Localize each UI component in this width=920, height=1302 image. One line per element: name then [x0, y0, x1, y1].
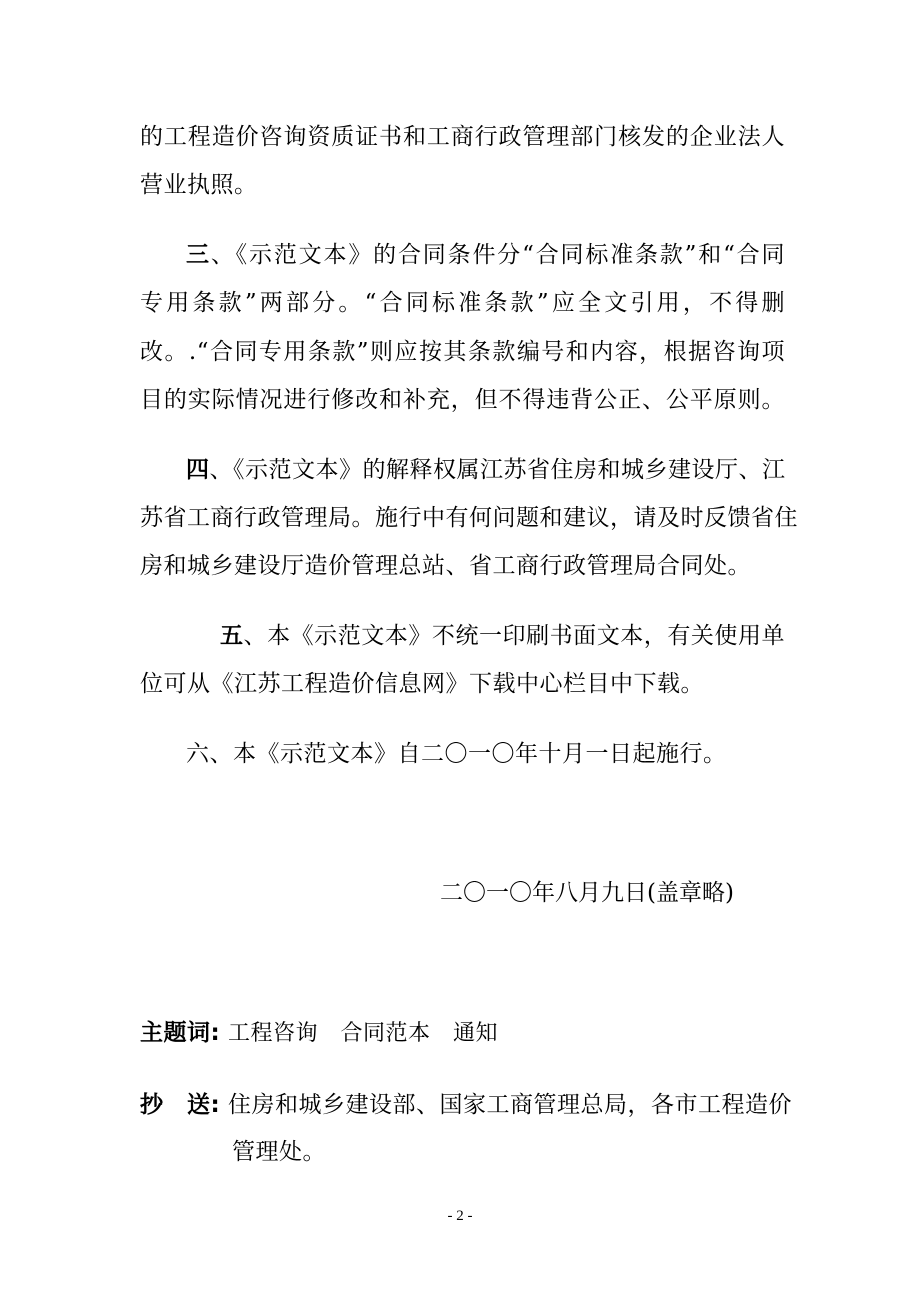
- cc-line-1: 住房和城乡建设部、国家工商管理总局，各市工程造价: [228, 1092, 793, 1118]
- paragraph-4-line-1-text: 、《示范文本》的解释权属江苏省住房和城乡建设厅、江: [209, 457, 786, 483]
- paragraph-4-line-1: [186, 455, 785, 485]
- paragraph-3-line-4: 目的实际情况进行修改和补充，但不得违背公正、公平原则。: [140, 387, 785, 413]
- keywords-label: 主题词:: [140, 1020, 221, 1046]
- paragraph-3-line-1: [186, 240, 785, 270]
- paragraph-2-line-1: 的工程造价咨询资质证书和工商行政管理部门核发的企业法人: [140, 124, 785, 150]
- paragraph-5-line-1: [220, 621, 785, 651]
- keywords-row: [140, 1018, 785, 1049]
- paragraph-4-number: 四: [186, 456, 210, 483]
- paragraph-4-line-3: 房和城乡建设厅造价管理总站、省工商行政管理局合同处。: [140, 553, 751, 579]
- paragraph-3-line-2: 专用条款”两部分。“合同标准条款”应全文引用，不得删: [140, 290, 785, 316]
- page-number: - 2 -: [447, 1208, 473, 1224]
- paragraph-5-number: 五: [220, 622, 244, 649]
- cc-row: [140, 1090, 793, 1120]
- paragraph-3-line-3: 改。.“合同专用条款”则应按其条款编号和内容，根据咨询项: [140, 339, 785, 365]
- paragraph-5-line-1-text: 、本《示范文本》不统一印刷书面文本，有关使用单: [243, 623, 786, 649]
- keywords-value: 工程咨询 合同范本 通知: [228, 1021, 499, 1046]
- cc-line-2: 管理处。: [232, 1139, 326, 1165]
- paragraph-3-number: 三: [186, 241, 211, 268]
- paragraph-5-line-2: 位可从《江苏工程造价信息网》下载中心栏目中下载。: [140, 671, 704, 697]
- cc-label: 抄 送:: [140, 1092, 221, 1118]
- paragraph-3-line-1-text: 、《示范文本》的合同条件分“合同标准条款”和“合同: [210, 242, 786, 268]
- issue-date: 二〇一〇年八月九日(盖章略): [440, 880, 734, 906]
- paragraph-6-line-1: 六、本《示范文本》自二〇一〇年十月一日起施行。: [186, 741, 727, 767]
- paragraph-4-line-2: 苏省工商行政管理局。施行中有何问题和建议，请及时反馈省住: [140, 505, 798, 531]
- paragraph-2-line-2: 营业执照。: [140, 172, 258, 198]
